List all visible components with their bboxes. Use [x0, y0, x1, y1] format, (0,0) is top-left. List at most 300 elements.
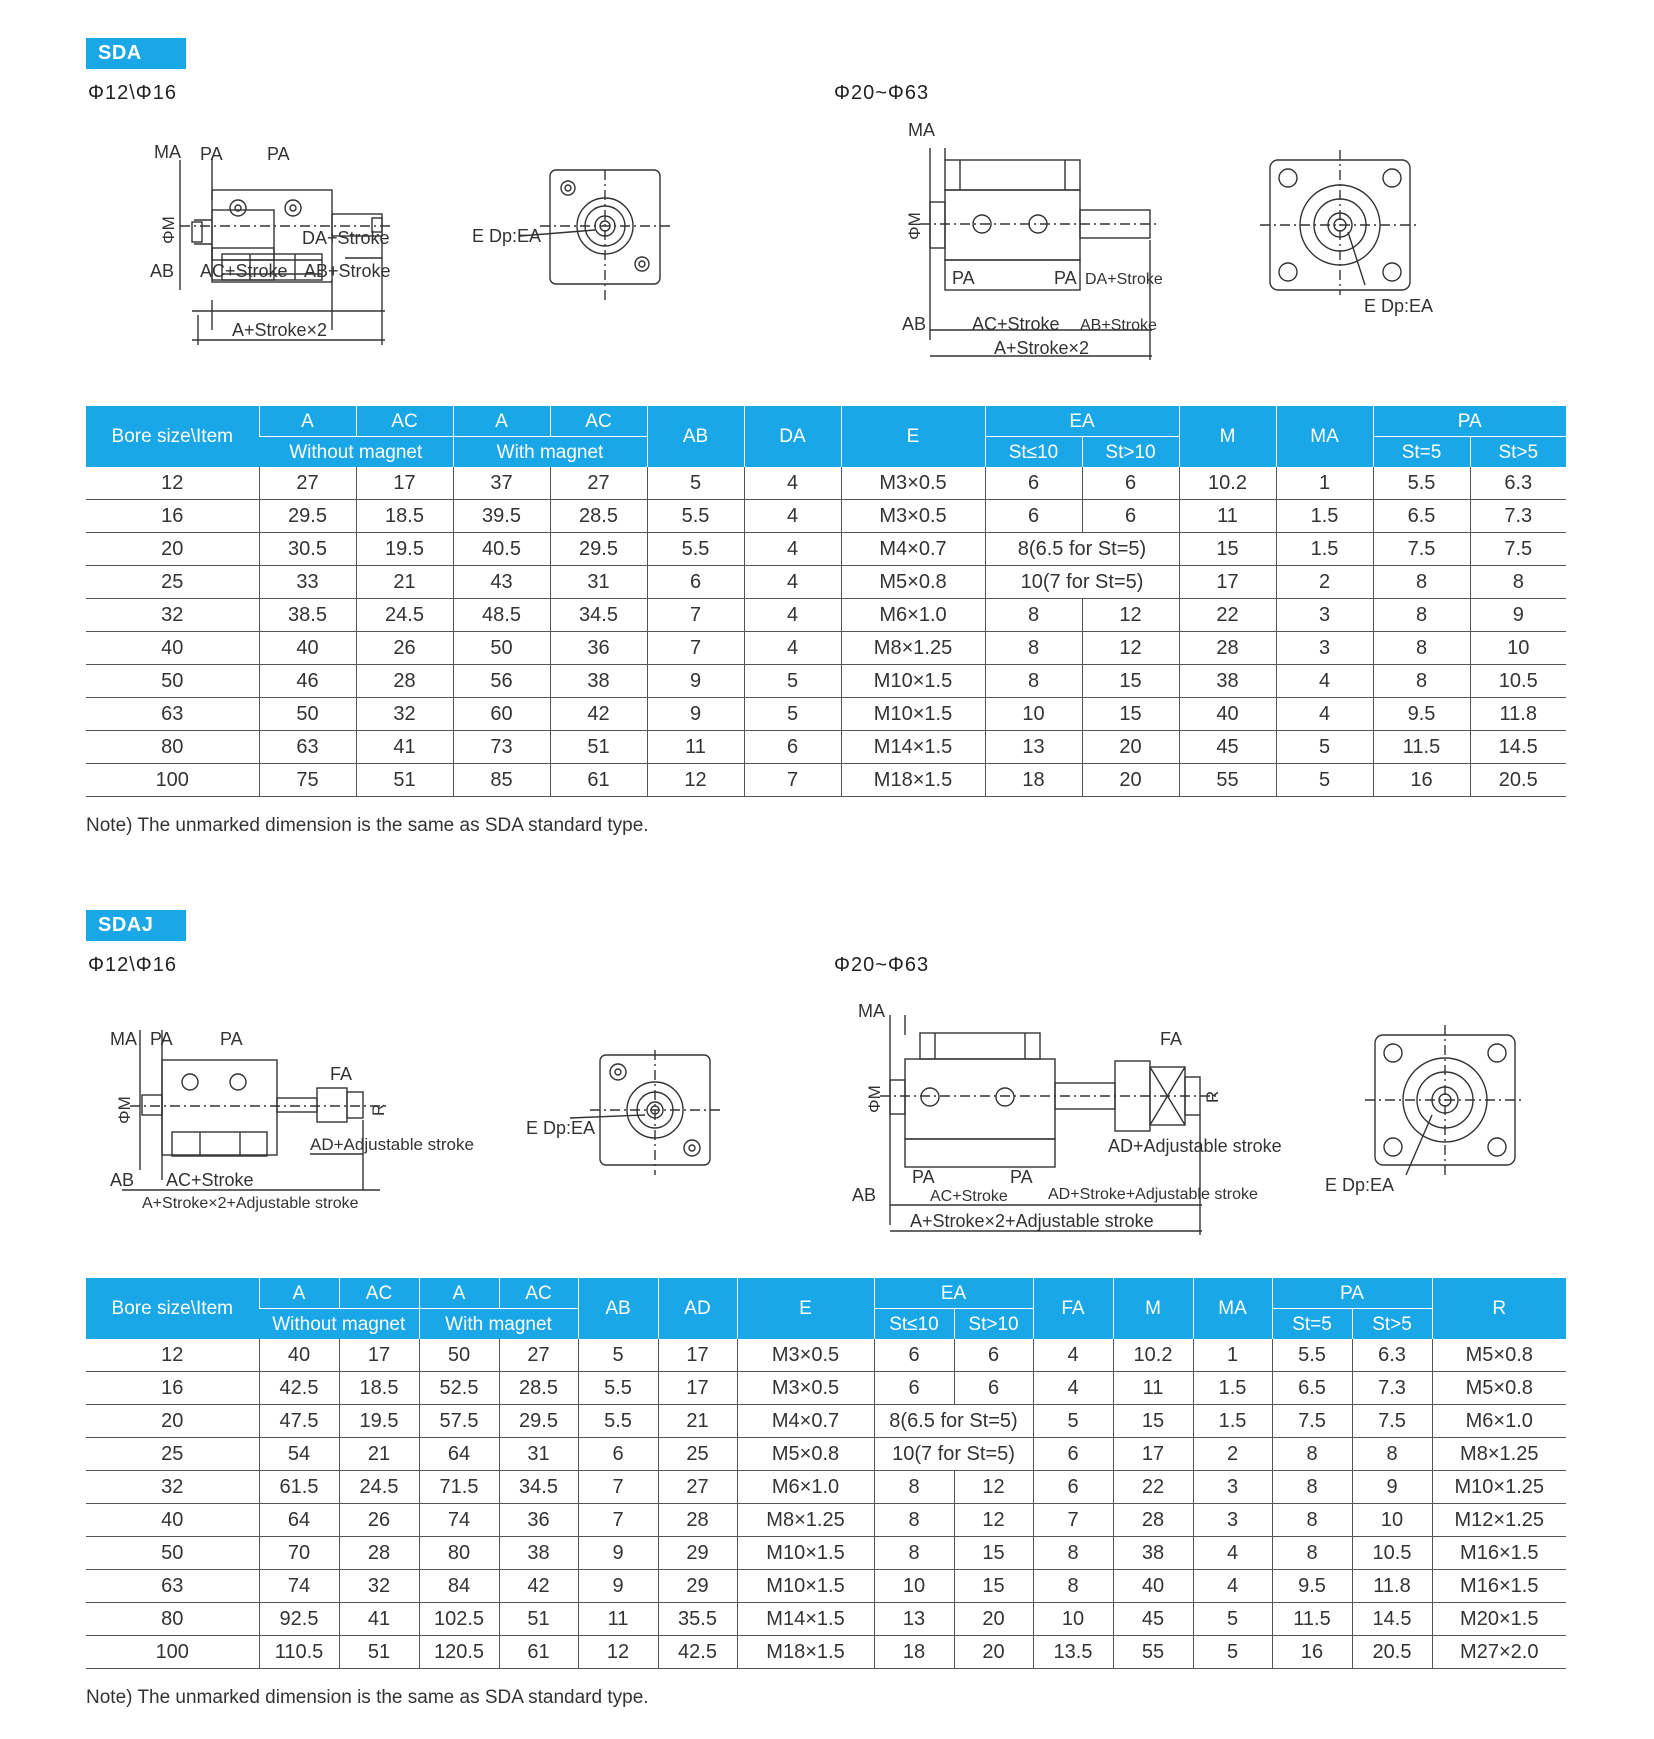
table-cell: 6 [874, 1339, 954, 1372]
table-cell: 41 [356, 731, 453, 764]
table-cell: 34.5 [550, 599, 647, 632]
table-cell: 8 [985, 599, 1082, 632]
ac-stroke-label: AC+Stroke [972, 314, 1060, 334]
table-cell: 13.5 [1033, 1636, 1113, 1669]
table-cell: 17 [1113, 1438, 1193, 1471]
header-da: DA [744, 406, 841, 467]
ac-stroke-label: AC+Stroke [930, 1188, 1008, 1205]
table-cell: 1 [1193, 1339, 1272, 1372]
table-cell: 22 [1113, 1471, 1193, 1504]
header-ab: AB [578, 1278, 658, 1339]
table-row [86, 1471, 1566, 1504]
table-cell: 50 [453, 632, 550, 665]
table-cell: 20 [1082, 731, 1179, 764]
header-ea: EA [985, 406, 1179, 437]
table-cell: 16 [86, 500, 259, 533]
table-cell: 50 [419, 1339, 499, 1372]
header-pa-eq5: St=5 [1373, 437, 1470, 468]
header-pa-gt5: St>5 [1470, 437, 1566, 468]
table-cell: M6×1.0 [1432, 1405, 1566, 1438]
header-without-magnet: Without magnet [259, 437, 453, 468]
table-cell: 12 [86, 467, 259, 500]
table-cell: 71.5 [419, 1471, 499, 1504]
table-cell: M6×1.0 [841, 599, 985, 632]
table-cell: 3 [1276, 632, 1373, 665]
table-cell: 24.5 [339, 1471, 419, 1504]
table-cell: 63 [86, 698, 259, 731]
table-cell: 92.5 [259, 1603, 339, 1636]
table-cell: 7 [647, 599, 744, 632]
table-cell: 80 [419, 1537, 499, 1570]
table-cell: 20 [954, 1603, 1033, 1636]
header-without-magnet: Without magnet [259, 1309, 419, 1340]
table-cell: 12 [954, 1504, 1033, 1537]
table-cell: 18 [985, 764, 1082, 797]
table-cell: 12 [578, 1636, 658, 1669]
fa-label: FA [1160, 1029, 1183, 1049]
ab-stroke-label: AB+Stroke [1080, 317, 1157, 334]
table-cell: 5 [1033, 1405, 1113, 1438]
e-dp-label: E Dp:EA [526, 1118, 596, 1138]
phi-m-label: ΦM [865, 1085, 884, 1113]
table-cell: M14×1.5 [737, 1603, 874, 1636]
header-pa-eq5: St=5 [1272, 1309, 1352, 1340]
table-cell: 4 [744, 533, 841, 566]
table-cell: 6.5 [1373, 500, 1470, 533]
table-cell: 10 [1352, 1504, 1432, 1537]
table-cell: 38 [499, 1537, 578, 1570]
header-ma: MA [1193, 1278, 1272, 1339]
table-cell: 12 [1082, 599, 1179, 632]
table-cell: 6 [1033, 1438, 1113, 1471]
r-label: R [1203, 1090, 1222, 1103]
table-cell: 46 [259, 665, 356, 698]
table-cell: 20 [954, 1636, 1033, 1669]
table-cell: 11 [1179, 500, 1276, 533]
table-cell: M8×1.25 [841, 632, 985, 665]
phi-m-label: ΦM [905, 212, 924, 240]
table-cell: 41 [339, 1603, 419, 1636]
table-cell: 61 [499, 1636, 578, 1669]
table-cell: 74 [259, 1570, 339, 1603]
table-cell: 7.3 [1470, 500, 1566, 533]
ab-label: AB [902, 314, 927, 334]
pa-label-2: PA [1054, 268, 1077, 288]
table-cell: 28 [1179, 632, 1276, 665]
ad-adjustable-label: AD+Adjustable stroke [1108, 1136, 1282, 1156]
table-cell: 27 [550, 467, 647, 500]
table-cell: 5.5 [1272, 1339, 1352, 1372]
table-cell: 27 [259, 467, 356, 500]
table-cell: 15 [1082, 665, 1179, 698]
r-label: R [369, 1103, 388, 1116]
table-cell: 25 [658, 1438, 737, 1471]
table-cell: M3×0.5 [737, 1339, 874, 1372]
table-cell: 36 [499, 1504, 578, 1537]
table-cell: 5 [744, 698, 841, 731]
table-cell: 6 [954, 1372, 1033, 1405]
table-cell: 4 [744, 566, 841, 599]
table-cell: 16 [1373, 764, 1470, 797]
table-cell: 6 [985, 467, 1082, 500]
table-cell: 8 [874, 1471, 954, 1504]
table-cell: 32 [339, 1570, 419, 1603]
table-cell: 15 [1113, 1405, 1193, 1438]
pa-label-2: PA [267, 144, 290, 164]
table-cell: M10×1.25 [1432, 1471, 1566, 1504]
table-cell: M16×1.5 [1432, 1570, 1566, 1603]
table-cell: 6 [1082, 467, 1179, 500]
table-cell: 8 [1272, 1537, 1352, 1570]
table-cell: 35.5 [658, 1603, 737, 1636]
table-cell: 21 [339, 1438, 419, 1471]
table-cell: 17 [658, 1372, 737, 1405]
ad-stroke-adjustable-label: AD+Stroke+Adjustable stroke [1048, 1186, 1258, 1203]
table-cell: 52.5 [419, 1372, 499, 1405]
table-cell: 21 [356, 566, 453, 599]
table-cell: 28.5 [499, 1372, 578, 1405]
table-cell: 6 [985, 500, 1082, 533]
table-cell: 26 [356, 632, 453, 665]
table-cell: 20.5 [1470, 764, 1566, 797]
header-ab: AB [647, 406, 744, 467]
table-cell: 29 [658, 1570, 737, 1603]
table-cell: 84 [419, 1570, 499, 1603]
table-cell: 20.5 [1352, 1636, 1432, 1669]
table-cell: 55 [1113, 1636, 1193, 1669]
e-dp-label: E Dp:EA [1325, 1175, 1395, 1195]
table-cell: 45 [1113, 1603, 1193, 1636]
header-ac-with: AC [499, 1278, 578, 1309]
table-cell: 13 [985, 731, 1082, 764]
pa-label-1: PA [200, 144, 223, 164]
table-cell: 51 [499, 1603, 578, 1636]
pa-label-2: PA [1010, 1167, 1033, 1187]
table-cell: 5 [1276, 764, 1373, 797]
table-cell: 40.5 [453, 533, 550, 566]
table-cell: 16 [86, 1372, 259, 1405]
table-cell: 38 [1179, 665, 1276, 698]
table-cell: M18×1.5 [737, 1636, 874, 1669]
table-cell: 32 [86, 1471, 259, 1504]
table-cell: M4×0.7 [737, 1405, 874, 1438]
table-cell: 33 [259, 566, 356, 599]
table-cell: 4 [744, 500, 841, 533]
sdaj-large-cylinder-drawing [850, 995, 1550, 1245]
table-cell: 74 [419, 1504, 499, 1537]
table-cell: 4 [1193, 1570, 1272, 1603]
table-cell: 4 [1193, 1537, 1272, 1570]
table-cell: 28.5 [550, 500, 647, 533]
table-cell: 32 [356, 698, 453, 731]
table-row [86, 764, 1566, 797]
table-cell: 40 [259, 632, 356, 665]
header-ea-gt10: St>10 [1082, 437, 1179, 468]
table-cell: 110.5 [259, 1636, 339, 1669]
header-ac-with: AC [550, 406, 647, 437]
table-cell: 61.5 [259, 1471, 339, 1504]
table-row [86, 599, 1566, 632]
table-cell: 1.5 [1193, 1372, 1272, 1405]
table-cell: 6 [744, 731, 841, 764]
table-cell: 85 [453, 764, 550, 797]
table-cell: M27×2.0 [1432, 1636, 1566, 1669]
table-cell: 22 [1179, 599, 1276, 632]
table-cell: 8(6.5 for St=5) [874, 1405, 1033, 1438]
table-row [86, 698, 1566, 731]
table-cell: 5.5 [578, 1405, 658, 1438]
table-cell: 28 [339, 1537, 419, 1570]
table-cell: 1.5 [1193, 1405, 1272, 1438]
table-cell: 38 [550, 665, 647, 698]
table-cell: 8(6.5 for St=5) [985, 533, 1179, 566]
table-row [86, 731, 1566, 764]
table-cell: M12×1.25 [1432, 1504, 1566, 1537]
table-cell: M10×1.5 [737, 1570, 874, 1603]
table-cell: 15 [954, 1570, 1033, 1603]
header-bore-size: Bore size\Item [86, 406, 259, 467]
table-row [86, 467, 1566, 500]
table-cell: 51 [339, 1636, 419, 1669]
table-cell: M16×1.5 [1432, 1537, 1566, 1570]
table-cell: 8 [1373, 566, 1470, 599]
table-cell: 7 [744, 764, 841, 797]
header-ac-without: AC [339, 1278, 419, 1309]
table-cell: 64 [259, 1504, 339, 1537]
header-bore-size: Bore size\Item [86, 1278, 259, 1339]
table-cell: 7 [647, 632, 744, 665]
table-cell: 9 [1470, 599, 1566, 632]
table-cell: 10.5 [1470, 665, 1566, 698]
table-cell: M20×1.5 [1432, 1603, 1566, 1636]
table-cell: 32 [86, 599, 259, 632]
table-cell: 11 [1113, 1372, 1193, 1405]
table-cell: 42.5 [259, 1372, 339, 1405]
table-cell: 10 [985, 698, 1082, 731]
table-row [86, 1504, 1566, 1537]
fa-label: FA [330, 1064, 353, 1084]
table-cell: 7.5 [1373, 533, 1470, 566]
table-cell: 8 [1352, 1438, 1432, 1471]
table-cell: 100 [86, 764, 259, 797]
table-cell: 45 [1179, 731, 1276, 764]
table-cell: 40 [86, 1504, 259, 1537]
phi-m-label: ΦM [159, 216, 178, 244]
ac-stroke-label: AC+Stroke [166, 1170, 254, 1190]
table-cell: M8×1.25 [1432, 1438, 1566, 1471]
e-dp-label: E Dp:EA [1364, 296, 1434, 316]
header-ea-le10: St≤10 [874, 1309, 954, 1340]
table-cell: 1.5 [1276, 533, 1373, 566]
sda-note: Note) The unmarked dimension is the same as SDA standard type. [86, 815, 649, 836]
sdaj-note: Note) The unmarked dimension is the same as SDA standard type. [86, 1687, 649, 1708]
table-cell: 17 [658, 1339, 737, 1372]
table-cell: 36 [550, 632, 647, 665]
table-cell: 50 [259, 698, 356, 731]
table-row [86, 1405, 1566, 1438]
table-cell: 61 [550, 764, 647, 797]
pa-label-1: PA [952, 268, 975, 288]
a-adjustable-label: A+Stroke×2+Adjustable stroke [142, 1195, 359, 1212]
table-cell: 9 [578, 1537, 658, 1570]
table-cell: 28 [1113, 1504, 1193, 1537]
table-cell: 6 [874, 1372, 954, 1405]
table-cell: M8×1.25 [737, 1504, 874, 1537]
ma-label: MA [110, 1029, 137, 1049]
table-cell: 8 [1033, 1537, 1113, 1570]
table-cell: 1.5 [1276, 500, 1373, 533]
table-cell: 8 [985, 632, 1082, 665]
table-cell: 28 [356, 665, 453, 698]
table-cell: 15 [1179, 533, 1276, 566]
table-cell: 70 [259, 1537, 339, 1570]
pa-label-2: PA [220, 1029, 243, 1049]
table-cell: 11.8 [1352, 1570, 1432, 1603]
table-cell: 11.5 [1272, 1603, 1352, 1636]
table-cell: 6 [578, 1438, 658, 1471]
table-cell: 9.5 [1373, 698, 1470, 731]
table-row [86, 1603, 1566, 1636]
table-cell: 42 [550, 698, 647, 731]
sda-small-cylinder-drawing [150, 140, 690, 350]
table-cell: 42.5 [658, 1636, 737, 1669]
table-cell: 63 [259, 731, 356, 764]
header-pa: PA [1373, 406, 1566, 437]
table-cell: 7.3 [1352, 1372, 1432, 1405]
table-cell: 50 [86, 1537, 259, 1570]
table-cell: 20 [86, 1405, 259, 1438]
table-cell: 25 [86, 1438, 259, 1471]
table-cell: 9.5 [1272, 1570, 1352, 1603]
table-cell: 4 [744, 599, 841, 632]
table-cell: 8 [1272, 1438, 1352, 1471]
bore-label-small-sda: Φ12\Φ16 [88, 82, 177, 104]
table-cell: 10.2 [1179, 467, 1276, 500]
table-cell: 5.5 [1373, 467, 1470, 500]
table-cell: M3×0.5 [737, 1372, 874, 1405]
table-cell: 12 [86, 1339, 259, 1372]
header-with-magnet: With magnet [453, 437, 647, 468]
table-cell: 6 [1082, 500, 1179, 533]
table-cell: 9 [647, 698, 744, 731]
table-cell: M6×1.0 [737, 1471, 874, 1504]
ac-stroke-label: AC+Stroke [200, 261, 288, 281]
table-cell: 5 [1193, 1636, 1272, 1669]
table-cell: 51 [550, 731, 647, 764]
table-cell: 18.5 [339, 1372, 419, 1405]
table-cell: 6 [647, 566, 744, 599]
table-cell: 18 [874, 1636, 954, 1669]
table-cell: 8 [985, 665, 1082, 698]
table-cell: 7 [578, 1504, 658, 1537]
table-row [86, 1537, 1566, 1570]
pa-label-1: PA [912, 1167, 935, 1187]
table-cell: 4 [744, 467, 841, 500]
header-a-without: A [259, 406, 356, 437]
table-cell: 60 [453, 698, 550, 731]
table-cell: M5×0.8 [737, 1438, 874, 1471]
header-ea-le10: St≤10 [985, 437, 1082, 468]
table-cell: 10.2 [1113, 1339, 1193, 1372]
table-cell: 7.5 [1470, 533, 1566, 566]
table-cell: 80 [86, 731, 259, 764]
table-cell: 39.5 [453, 500, 550, 533]
table-cell: 18.5 [356, 500, 453, 533]
table-cell: 29.5 [550, 533, 647, 566]
table-cell: 40 [86, 632, 259, 665]
table-cell: 8 [1373, 665, 1470, 698]
table-cell: 11.8 [1470, 698, 1566, 731]
header-ad: AD [658, 1278, 737, 1339]
table-cell: 5 [744, 665, 841, 698]
table-cell: 50 [86, 665, 259, 698]
table-cell: 17 [339, 1339, 419, 1372]
table-cell: 11.5 [1373, 731, 1470, 764]
table-cell: 40 [1113, 1570, 1193, 1603]
ad-adjustable-label: AD+Adjustable stroke [310, 1135, 474, 1154]
header-with-magnet: With magnet [419, 1309, 578, 1340]
table-cell: 38 [1113, 1537, 1193, 1570]
table-cell: 6.3 [1470, 467, 1566, 500]
table-cell: 15 [1082, 698, 1179, 731]
table-cell: 10(7 for St=5) [874, 1438, 1033, 1471]
header-ac-without: AC [356, 406, 453, 437]
table-cell: 7.5 [1352, 1405, 1432, 1438]
table-row [86, 665, 1566, 698]
a-stroke-x2-label: A+Stroke×2 [994, 338, 1090, 358]
table-cell: 10.5 [1352, 1537, 1432, 1570]
table-cell: 12 [647, 764, 744, 797]
sdaj-table-body [86, 1339, 1566, 1669]
header-a-without: A [259, 1278, 339, 1309]
table-cell: 3 [1276, 599, 1373, 632]
table-cell: 20 [1082, 764, 1179, 797]
header-ea: EA [874, 1278, 1033, 1309]
table-cell: 42 [499, 1570, 578, 1603]
table-cell: 14.5 [1352, 1603, 1432, 1636]
table-row [86, 632, 1566, 665]
table-cell: 47.5 [259, 1405, 339, 1438]
table-cell: 24.5 [356, 599, 453, 632]
ma-label: MA [908, 120, 935, 140]
table-row [86, 1636, 1566, 1669]
table-cell: 19.5 [339, 1405, 419, 1438]
header-e: E [737, 1278, 874, 1339]
pa-label-1: PA [150, 1029, 173, 1049]
table-cell: 75 [259, 764, 356, 797]
table-cell: 38.5 [259, 599, 356, 632]
da-stroke-label: DA+Stroke [1085, 271, 1163, 288]
table-cell: 100 [86, 1636, 259, 1669]
table-cell: 34.5 [499, 1471, 578, 1504]
table-cell: 14.5 [1470, 731, 1566, 764]
table-cell: M5×0.8 [1432, 1372, 1566, 1405]
table-cell: 8 [1272, 1471, 1352, 1504]
table-row [86, 1438, 1566, 1471]
table-cell: 4 [744, 632, 841, 665]
table-cell: 10 [874, 1570, 954, 1603]
table-cell: 25 [86, 566, 259, 599]
sdaj-dimension-table [86, 1278, 1566, 1669]
table-cell: 31 [499, 1438, 578, 1471]
table-cell: 29.5 [259, 500, 356, 533]
table-cell: 73 [453, 731, 550, 764]
table-cell: 10 [1470, 632, 1566, 665]
section-badge-sda: SDA [86, 38, 186, 69]
table-cell: 27 [499, 1339, 578, 1372]
table-cell: M10×1.5 [841, 665, 985, 698]
table-cell: 48.5 [453, 599, 550, 632]
